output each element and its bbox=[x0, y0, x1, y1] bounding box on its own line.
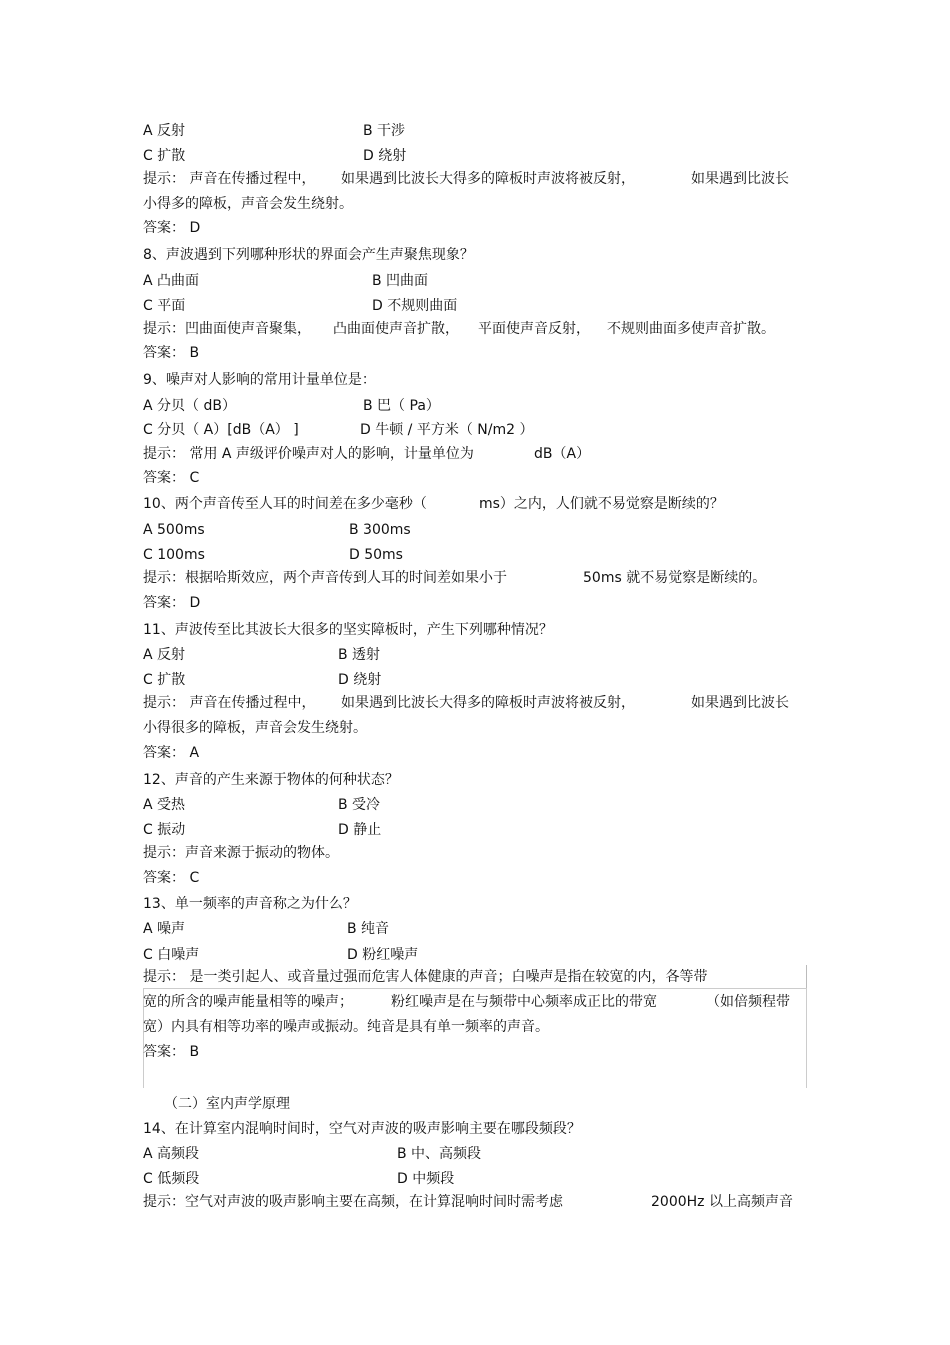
q13-hint-1: 提示： 是一类引起人、或音量过强而危害人体健康的声音；白噪声是指在较宽的内，各等带 bbox=[143, 969, 708, 985]
q10-hint-2: 50ms 就不易觉察是断续的。 bbox=[583, 570, 767, 586]
q10-hint-1: 提示：根据哈斯效应，两个声音传到人耳的时间差如果小于 bbox=[143, 570, 507, 586]
q8-option-d: D 不规则曲面 bbox=[372, 298, 458, 314]
q8-hint-3: 平面使声音反射， bbox=[478, 321, 590, 337]
q8-option-c: C 平面 bbox=[143, 298, 186, 314]
q8-hint-2: 凸曲面使声音扩散， bbox=[333, 321, 459, 337]
q13-hint-2: 宽的所含的噪声能量相等的噪声； bbox=[143, 994, 353, 1010]
q14-option-b: B 中、高频段 bbox=[397, 1146, 482, 1162]
q8-question: 8、声波遇到下列哪种形状的界面会产生声聚焦现象？ bbox=[143, 247, 474, 263]
q11-hint-3: 如果遇到比波长 bbox=[691, 695, 789, 711]
q12-hint: 提示：声音来源于振动的物体。 bbox=[143, 845, 339, 861]
q11-option-c: C 扩散 bbox=[143, 672, 186, 688]
q13-answer: 答案： B bbox=[143, 1044, 200, 1060]
q8-answer: 答案： B bbox=[143, 345, 200, 361]
q13-option-a: A 噪声 bbox=[143, 921, 186, 937]
q14-hint-1: 提示：空气对声波的吸声影响主要在高频，在计算混响时间时需考虑 bbox=[143, 1194, 563, 1210]
q11-question: 11、声波传至比其波长大很多的坚实障板时，产生下列哪种情况？ bbox=[143, 622, 553, 638]
q13-hint-3: 粉红噪声是在与频带中心频率成正比的带宽 bbox=[391, 994, 657, 1010]
q13-option-b: B 纯音 bbox=[347, 921, 390, 937]
q8-hint-4: 不规则曲面多使声音扩散。 bbox=[607, 321, 775, 337]
q11-option-b: B 透射 bbox=[338, 647, 381, 663]
q9-hint-2: dB（A） bbox=[534, 446, 591, 462]
q14-question: 14、在计算室内混响时间时，空气对声波的吸声影响主要在哪段频段？ bbox=[143, 1121, 581, 1137]
hint-box-top-edge bbox=[806, 965, 807, 989]
q7-hint-3: 如果遇到比波长 bbox=[691, 171, 789, 187]
q10-option-b: B 300ms bbox=[349, 522, 411, 538]
q11-answer: 答案： A bbox=[143, 745, 200, 761]
q13-option-c: C 白噪声 bbox=[143, 947, 200, 963]
q12-option-d: D 静止 bbox=[338, 822, 382, 838]
q7-option-a: A 反射 bbox=[143, 123, 186, 139]
q13-hint-5: 宽）内具有相等功率的噪声或振动。纯音是具有单一频率的声音。 bbox=[143, 1019, 549, 1035]
q12-option-a: A 受热 bbox=[143, 797, 186, 813]
q10-option-c: C 100ms bbox=[143, 547, 205, 563]
q8-option-b: B 凹曲面 bbox=[372, 273, 429, 289]
q13-question: 13、单一频率的声音称之为什么？ bbox=[143, 896, 357, 912]
q14-option-d: D 中频段 bbox=[397, 1171, 455, 1187]
q7-option-d: D 绕射 bbox=[363, 148, 407, 164]
q9-answer: 答案： C bbox=[143, 470, 200, 486]
q9-question: 9、噪声对人影响的常用计量单位是： bbox=[143, 372, 376, 388]
q13-option-d: D 粉红噪声 bbox=[347, 947, 419, 963]
q11-hint-4: 小得很多的障板，声音会发生绕射。 bbox=[143, 720, 367, 736]
q12-answer: 答案： C bbox=[143, 870, 200, 886]
q10-answer: 答案： D bbox=[143, 595, 201, 611]
q12-option-b: B 受冷 bbox=[338, 797, 381, 813]
q9-option-b: B 巴（ Pa） bbox=[363, 398, 440, 414]
q9-option-d: D 牛顿 / 平方米（ N/m2 ） bbox=[360, 422, 534, 438]
q7-option-c: C 扩散 bbox=[143, 148, 186, 164]
q8-hint-1: 提示：凹曲面使声音聚集， bbox=[143, 321, 311, 337]
q12-option-c: C 振动 bbox=[143, 822, 186, 838]
q11-hint-1: 提示： 声音在传播过程中， bbox=[143, 695, 316, 711]
q9-hint-1: 提示： 常用 A 声级评价噪声对人的影响，计量单位为 bbox=[143, 446, 474, 462]
q10-option-a: A 500ms bbox=[143, 522, 205, 538]
q8-option-a: A 凸曲面 bbox=[143, 273, 200, 289]
q11-hint-2: 如果遇到比波长大得多的障板时声波将被反射， bbox=[341, 695, 635, 711]
q10-option-d: D 50ms bbox=[349, 547, 403, 563]
q7-hint-1: 提示： 声音在传播过程中， bbox=[143, 171, 316, 187]
q14-option-a: A 高频段 bbox=[143, 1146, 200, 1162]
q9-option-c: C 分贝（ A）[dB（A） ] bbox=[143, 422, 299, 438]
q7-hint-4: 小得多的障板，声音会发生绕射。 bbox=[143, 196, 353, 212]
q14-hint-2: 2000Hz 以上高频声音 bbox=[651, 1194, 793, 1210]
q11-option-a: A 反射 bbox=[143, 647, 186, 663]
section-heading: （二）室内声学原理 bbox=[164, 1096, 290, 1112]
q10-question-2: ms）之内，人们就不易觉察是断续的？ bbox=[479, 496, 724, 512]
q7-answer: 答案： D bbox=[143, 220, 201, 236]
q11-option-d: D 绕射 bbox=[338, 672, 382, 688]
q12-question: 12、声音的产生来源于物体的何种状态？ bbox=[143, 772, 399, 788]
q9-option-a: A 分贝（ dB） bbox=[143, 398, 236, 414]
q13-hint-4: （如倍频程带 bbox=[706, 994, 790, 1010]
q7-hint-2: 如果遇到比波长大得多的障板时声波将被反射， bbox=[341, 171, 635, 187]
q10-question-1: 10、两个声音传至人耳的时间差在多少毫秒（ bbox=[143, 496, 427, 512]
q14-option-c: C 低频段 bbox=[143, 1171, 200, 1187]
q7-option-b: B 干涉 bbox=[363, 123, 406, 139]
